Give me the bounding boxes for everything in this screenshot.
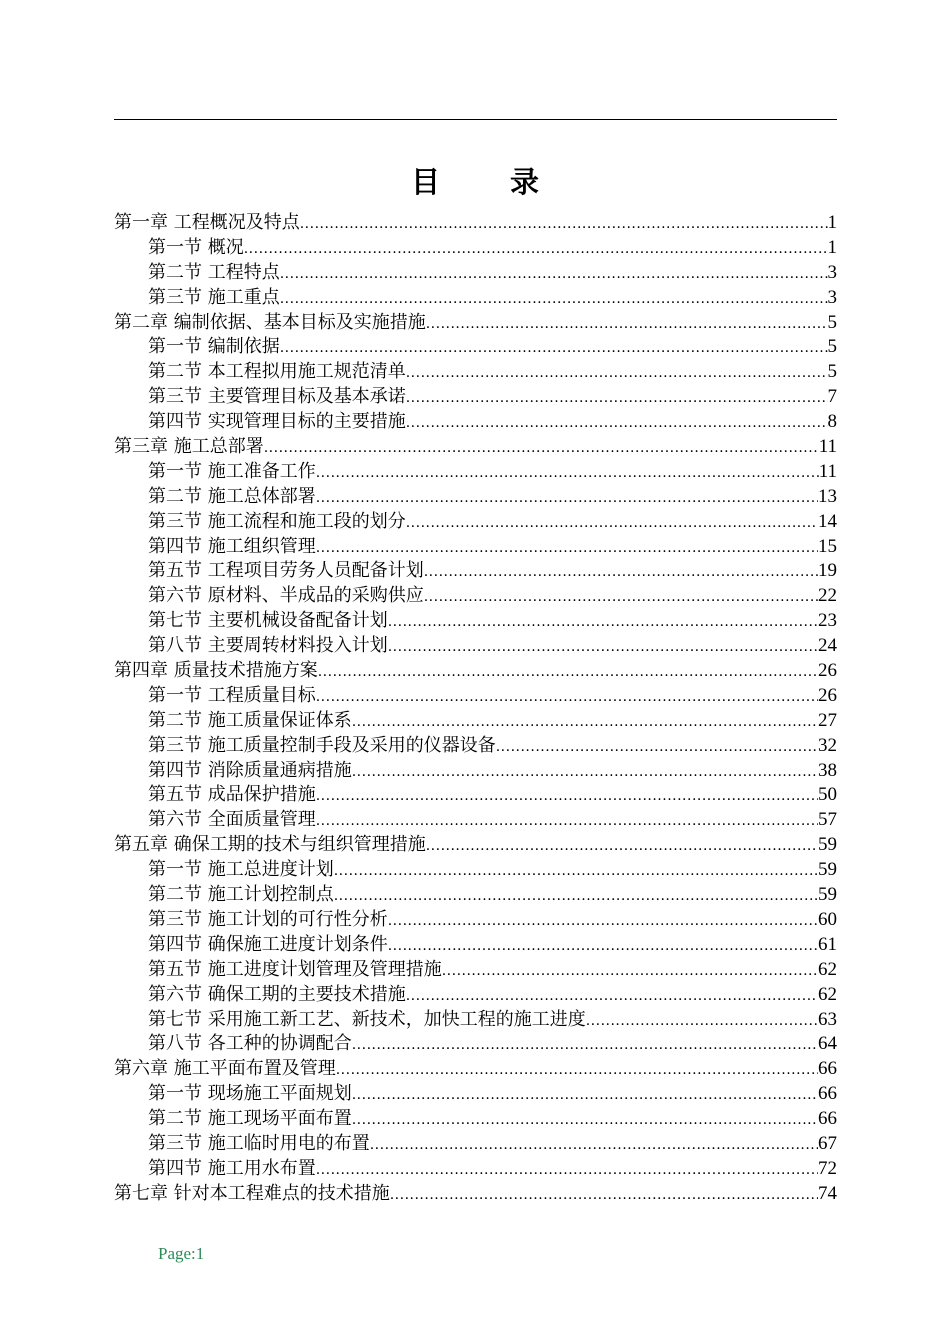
toc-dot-leader [316,461,819,485]
toc-entry-title: 第三节 施工计划的可行性分析 [148,908,388,930]
toc-entry-title: 第四节 施工组织管理 [148,535,316,557]
header-rule [114,119,837,120]
toc-section-entry[interactable] [114,958,837,983]
toc-page-number: 1 [827,212,837,233]
toc-entry-title: 第二节 施工现场平面布置 [148,1108,352,1130]
toc-entry-title: 第五章 确保工期的技术与组织管理措施 [114,834,426,856]
toc-chapter-entry[interactable] [114,435,837,460]
toc-dot-leader [370,1133,818,1157]
toc-dot-leader [388,610,818,634]
toc-page-number: 3 [827,261,837,283]
toc-chapter-entry[interactable] [114,1057,837,1082]
toc-chapter-entry[interactable] [114,1182,837,1207]
page-title: 目 录 [410,165,570,200]
toc-chapter-entry[interactable] [114,311,837,336]
toc-entry-title: 第六节 全面质量管理 [148,809,316,831]
toc-section-entry[interactable] [114,908,837,933]
toc-dot-leader [424,585,818,609]
toc-dot-leader [390,1183,818,1207]
toc-section-entry[interactable] [114,983,837,1008]
toc-dot-leader [426,312,828,336]
toc-entry-title: 第一节 编制依据 [148,336,280,358]
toc-section-entry[interactable] [114,1032,837,1057]
toc-chapter-entry[interactable] [114,211,837,236]
toc-page-number: 27 [818,709,837,731]
toc-entry-title: 第七节 主要机械设备配备计划 [148,610,388,632]
toc-page-number: 74 [818,1182,837,1204]
toc-entry-title: 第一章 工程概况及特点 [114,212,300,233]
toc-entry-title: 第七节 采用施工新工艺、新技术，加快工程的施工进度 [148,1008,586,1030]
toc-page-number: 59 [818,859,837,881]
toc-dot-leader [586,1009,818,1033]
toc-page-number: 26 [818,684,837,706]
toc-page-number: 1 [827,236,837,258]
toc-page-number: 8 [827,411,837,433]
toc-entry-title: 第一节 施工总进度计划 [148,859,334,881]
toc-entry-title: 第四节 消除质量通病措施 [148,759,352,781]
toc-section-entry[interactable] [114,709,837,734]
toc-page-number: 5 [827,311,837,333]
toc-dot-leader [264,436,819,460]
toc-dot-leader [406,386,828,410]
toc-page-number: 11 [818,436,837,458]
toc-section-entry[interactable] [114,609,837,634]
toc-section-entry[interactable] [114,261,837,286]
toc-page-number: 24 [818,635,837,657]
toc-page-number: 14 [818,510,837,532]
toc-dot-leader [388,934,818,958]
toc-section-entry[interactable] [114,1157,837,1182]
toc-page-number: 13 [818,485,837,507]
toc-dot-leader [336,1058,818,1082]
toc-chapter-entry[interactable] [114,659,837,684]
toc-section-entry[interactable] [114,734,837,759]
toc-entry-title: 第三节 施工临时用电的布置 [148,1132,370,1154]
toc-entry-title: 第六章 施工平面布置及管理 [114,1058,336,1080]
toc-dot-leader [316,536,818,560]
toc-dot-leader [280,336,828,360]
toc-dot-leader [318,660,818,684]
toc-section-entry[interactable] [114,485,837,510]
toc-page-number: 22 [818,585,837,607]
toc-section-entry[interactable] [114,759,837,784]
toc-section-entry[interactable] [114,559,837,584]
toc-section-entry[interactable] [114,1082,837,1107]
toc-section-entry[interactable] [114,410,837,435]
toc-dot-leader [496,735,818,759]
toc-dot-leader [316,1158,818,1182]
toc-section-entry[interactable] [114,808,837,833]
toc-dot-leader [334,859,818,883]
toc-dot-leader [244,237,828,261]
toc-page-number: 11 [818,460,837,482]
toc-page-number: 5 [827,336,837,358]
toc-dot-leader [424,560,818,584]
toc-entry-title: 第五节 施工进度计划管理及管理措施 [148,958,442,980]
toc-dot-leader [388,909,818,933]
toc-entry-title: 第五节 工程项目劳务人员配备计划 [148,560,424,582]
toc-page-number: 32 [818,734,837,756]
toc-entry-title: 第一节 工程质量目标 [148,684,316,706]
toc-page-number: 5 [827,361,837,383]
toc-dot-leader [442,959,818,983]
toc-dot-leader [334,884,818,908]
toc-entry-title: 第八节 主要周转材料投入计划 [148,635,388,657]
toc-entry-title: 第四节 实现管理目标的主要措施 [148,411,406,433]
toc-page-number: 19 [818,560,837,582]
toc-page-number: 67 [818,1132,837,1154]
toc-page-number: 7 [827,386,837,408]
toc-page-number: 66 [818,1058,837,1080]
toc-entry-title: 第四节 确保施工进度计划条件 [148,933,388,955]
toc-dot-leader [316,486,818,510]
toc-page-number: 57 [818,809,837,831]
toc-dot-leader [280,262,828,286]
toc-section-entry[interactable] [114,1132,837,1157]
toc-page-number: 61 [818,933,837,955]
toc-entry-title: 第八节 各工种的协调配合 [148,1033,352,1055]
toc-dot-leader [352,1033,818,1057]
toc-entry-title: 第三节 施工质量控制手段及采用的仪器设备 [148,734,496,756]
toc-section-entry[interactable] [114,360,837,385]
page-footer: Page:1 [158,1244,205,1263]
toc-entry-title: 第二节 施工质量保证体系 [148,709,352,731]
toc-section-entry[interactable] [114,634,837,659]
toc-page-number: 72 [818,1157,837,1179]
toc-page-number: 15 [818,535,837,557]
toc-dot-leader [316,784,818,808]
toc-dot-leader [406,411,828,435]
toc-page-number: 3 [827,286,837,308]
toc-dot-leader [406,511,818,535]
toc-section-entry[interactable] [114,510,837,535]
toc-dot-leader [352,1083,818,1107]
toc-dot-leader [406,361,828,385]
toc-section-entry[interactable] [114,385,837,410]
toc-section-entry[interactable] [114,335,837,360]
toc-entry-title: 第一节 概况 [148,236,244,258]
toc-dot-leader [388,635,818,659]
toc-page-number: 59 [818,884,837,906]
toc-entry-title: 第三章 施工总部署 [114,436,264,458]
toc-dot-leader [352,760,818,784]
toc-dot-leader [280,287,828,311]
toc-chapter-entry[interactable] [114,833,837,858]
toc-section-entry[interactable] [114,1107,837,1132]
toc-section-entry[interactable] [114,1008,837,1033]
toc-section-entry[interactable] [114,883,837,908]
toc-dot-leader [352,1108,818,1132]
toc-dot-leader [426,834,818,858]
toc-page-number: 60 [818,908,837,930]
toc-dot-leader [316,685,818,709]
toc-page-number: 63 [818,1008,837,1030]
toc-section-entry[interactable] [114,783,837,808]
toc-section-entry[interactable] [114,535,837,560]
toc-section-entry[interactable] [114,858,837,883]
toc-section-entry[interactable] [114,460,837,485]
toc-dot-leader [300,212,828,236]
toc-entry-title: 第二节 施工总体部署 [148,485,316,507]
toc-page-number: 50 [818,784,837,806]
toc-page-number: 59 [818,834,837,856]
toc-entry-title: 第三节 主要管理目标及基本承诺 [148,386,406,408]
toc-entry-title: 第四章 质量技术措施方案 [114,660,318,682]
toc-section-entry[interactable] [114,584,837,609]
toc-entry-title: 第二节 施工计划控制点 [148,884,334,906]
toc-page-number: 26 [818,660,837,682]
toc-page-number: 23 [818,610,837,632]
toc-page-number: 66 [818,1083,837,1105]
toc-page-number: 62 [818,983,837,1005]
toc-page-number: 66 [818,1108,837,1130]
toc-entry-title: 第六节 确保工期的主要技术措施 [148,983,406,1005]
toc-dot-leader [406,984,818,1008]
toc-entry-title: 第二节 工程特点 [148,261,280,283]
toc-section-entry[interactable] [114,933,837,958]
toc-section-entry[interactable] [114,236,837,261]
toc-entry-title: 第四节 施工用水布置 [148,1157,316,1179]
toc-page-number: 38 [818,759,837,781]
toc-page-number: 62 [818,958,837,980]
toc-dot-leader [352,710,818,734]
toc-section-entry[interactable] [114,286,837,311]
toc-entry-title: 第二章 编制依据、基本目标及实施措施 [114,311,426,333]
toc-entry-title: 第三节 施工重点 [148,286,280,308]
toc-entry-title: 第七章 针对本工程难点的技术措施 [114,1182,390,1204]
toc-entry-title: 第一节 现场施工平面规划 [148,1083,352,1105]
toc-entry-title: 第一节 施工准备工作 [148,460,316,482]
toc-entry-title: 第二节 本工程拟用施工规范清单 [148,361,406,383]
toc-section-entry[interactable] [114,684,837,709]
toc-entry-title: 第六节 原材料、半成品的采购供应 [148,585,424,607]
toc-list [114,211,837,1207]
toc-page-number: 64 [818,1033,837,1055]
toc-entry-title: 第三节 施工流程和施工段的划分 [148,510,406,532]
toc-dot-leader [316,809,818,833]
toc-entry-title: 第五节 成品保护措施 [148,784,316,806]
